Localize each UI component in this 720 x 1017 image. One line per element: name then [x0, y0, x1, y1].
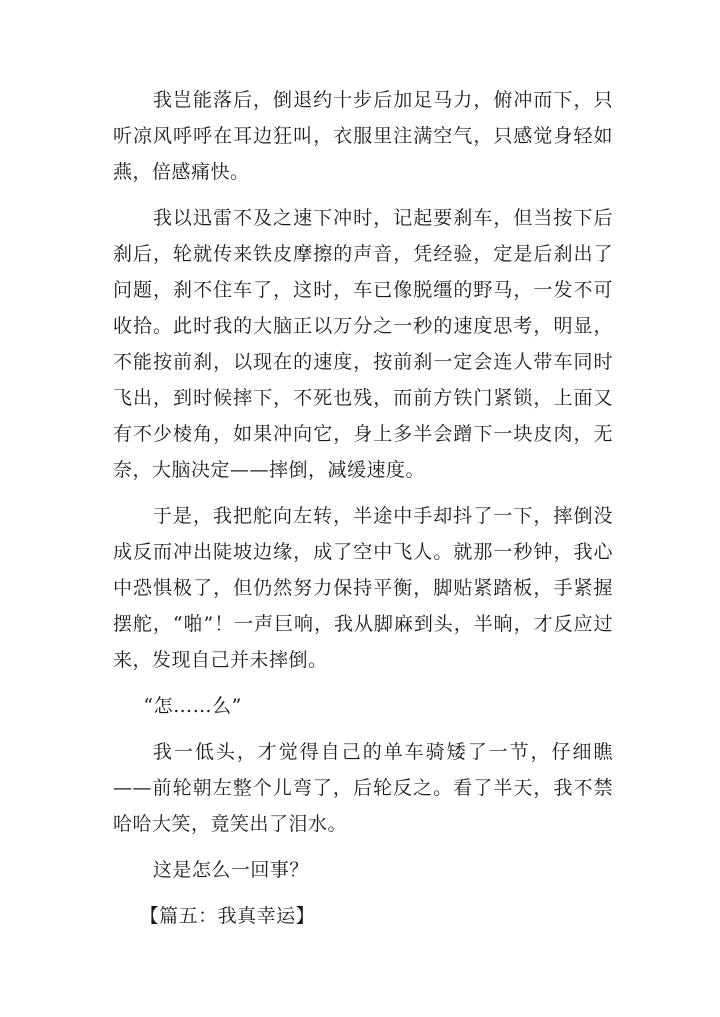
paragraph-5: 我一低头，才觉得自己的单车骑矮了一节，仔细瞧——前轮朝左整个儿弯了，后轮反之。看了半天，我不禁哈哈大笑，竟笑出了泪水。 [113, 741, 613, 835]
document-body [113, 82, 613, 934]
paragraph-6: 这是怎么一回事？ [152, 859, 309, 881]
section-heading: 【篇五：我真幸运】 [139, 905, 316, 927]
paragraph-2: 我以迅雷不及之速下冲时，记起要刹车，但当按下后刹后，轮就传来铁皮摩擦的声音，凭经验，定是后刹出了问题，刹不住车了，这时，车已像脱缰的野马，一发不可收拾。此时我的大脑正以万分之一秒的速度思考，明显，不能按前刹，以现在的速度，按前刹一定会连人带车同时飞出，到时候摔下，不死也残，而前方铁门紧锁，上面又有不少棱角，如果冲向它，身上多半会蹭下一块皮肉，无奈，大脑决定——摔倒，减缓速度。 [113, 207, 613, 481]
paragraph-4-quote: “怎……么” [143, 695, 242, 717]
paragraph-1: 我岂能落后，倒退约十步后加足马力，俯冲而下，只听凉风呼呼在耳边狂叫，衣服里注满空气，只感觉身轻如燕，倍感痛快。 [113, 89, 613, 183]
paragraph-3: 于是，我把舵向左转，半途中手却抖了一下，摔倒没成反而冲出陡坡边缘，成了空中飞人。就那一秒钟，我心中恐惧极了，但仍然努力保持平衡，脚贴紧踏板，手紧握摆舵，“啪”！一声巨响，我从脚麻到头，半晌，才反应过来，发现自己并未摔倒。 [113, 505, 613, 671]
